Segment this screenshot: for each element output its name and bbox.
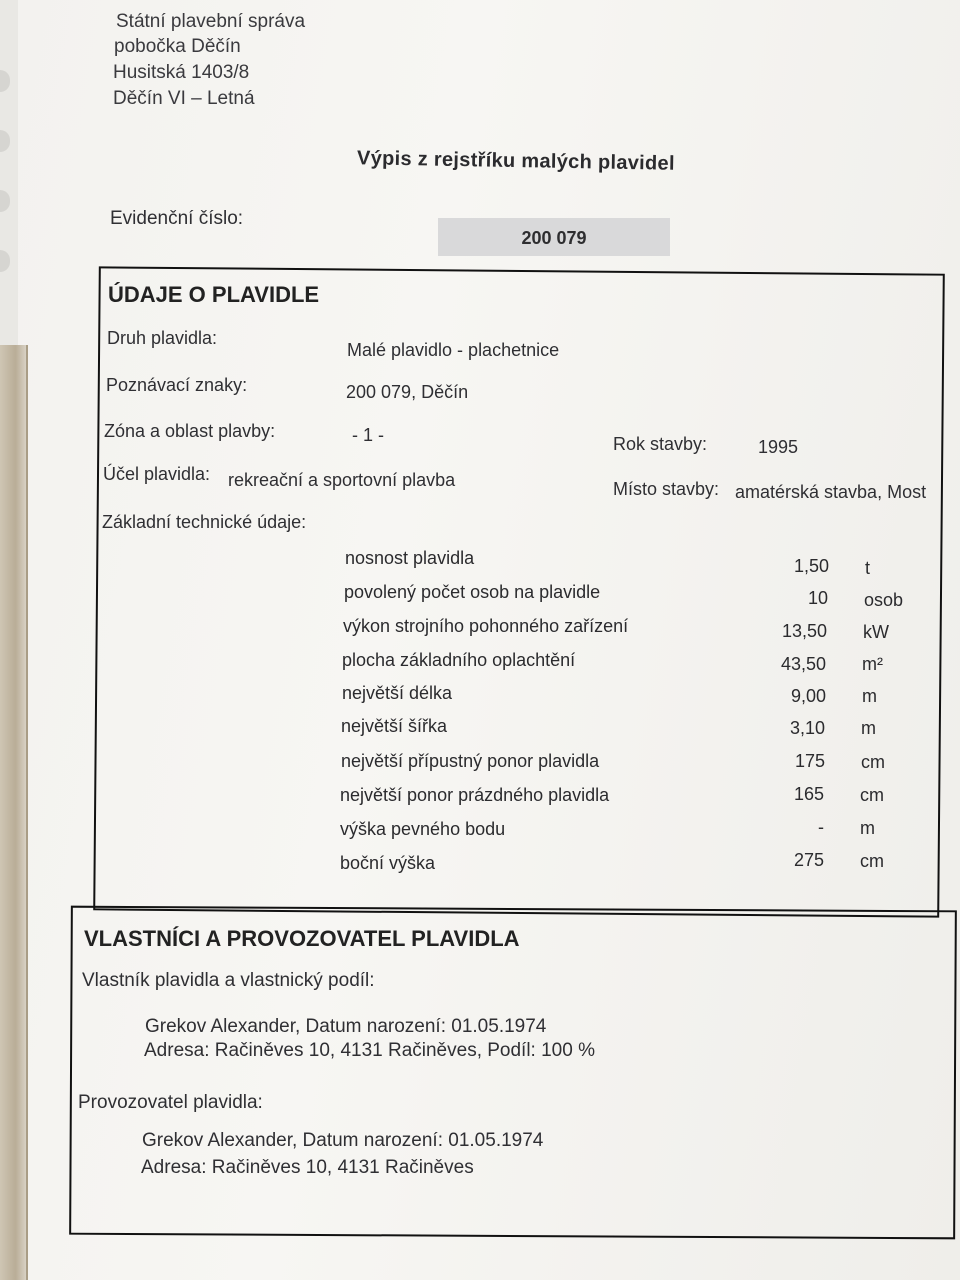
zone-label: Zóna a oblast plavby: xyxy=(104,421,276,441)
owner-line-1: Grekov Alexander, Datum narození: 01.05.1974 xyxy=(145,1016,547,1037)
tech-value: - xyxy=(818,817,824,837)
tech-param: největší šířka xyxy=(341,716,448,736)
binder-edge xyxy=(0,345,28,1280)
owner-section-title: VLASTNÍCI A PROVOZOVATEL PLAVIDLA xyxy=(84,926,520,951)
tech-param: největší délka xyxy=(342,683,453,703)
owner-data-frame xyxy=(69,906,957,1240)
vessel-marks-value: 200 079, Děčín xyxy=(346,382,469,402)
tech-row xyxy=(340,819,900,845)
tech-unit: m² xyxy=(862,654,883,674)
operator-line-2: Adresa: Račiněves 10, 4131 Račiněves xyxy=(141,1157,474,1178)
operator-label: Provozovatel plavidla: xyxy=(78,1092,263,1113)
tech-param: výška pevného bodu xyxy=(340,819,506,839)
vessel-type-label: Druh plavidla: xyxy=(107,328,218,348)
purpose-value: rekreační a sportovní plavba xyxy=(228,470,456,490)
tech-param: výkon strojního pohonného zařízení xyxy=(343,616,629,636)
tech-param: nosnost plavidla xyxy=(345,548,475,568)
tech-data-label: Základní technické údaje: xyxy=(102,512,307,532)
tech-value: 13,50 xyxy=(781,621,827,641)
tech-unit: cm xyxy=(861,752,885,772)
build-year-value: 1995 xyxy=(758,437,799,457)
tech-value: 43,50 xyxy=(780,654,826,674)
vessel-type-value: Malé plavidlo - plachetnice xyxy=(347,340,560,360)
tech-row xyxy=(341,751,901,777)
tech-row xyxy=(343,616,903,642)
sender-line-2: pobočka Děčín xyxy=(114,36,241,57)
vessel-section-title: ÚDAJE O PLAVIDLE xyxy=(108,282,320,307)
build-year-label: Rok stavby: xyxy=(613,434,708,454)
tech-row xyxy=(345,548,905,578)
tech-unit: m xyxy=(862,686,877,706)
tech-row xyxy=(344,582,904,608)
owner-line-2: Adresa: Račiněves 10, 4131 Račiněves, Podíl: 100 % xyxy=(144,1040,595,1061)
operator-line-1: Grekov Alexander, Datum narození: 01.05.1974 xyxy=(142,1130,544,1151)
tech-value: 165 xyxy=(793,784,824,804)
tech-param: největší přípustný ponor plavidla xyxy=(341,751,600,771)
tech-value: 1,50 xyxy=(793,556,829,576)
tech-unit: m xyxy=(861,718,876,738)
tech-unit: kW xyxy=(863,622,889,642)
evidence-label: Evidenční číslo: xyxy=(110,208,244,229)
purpose-label: Účel plavidla: xyxy=(103,464,211,484)
sender-line-4: Děčín VI – Letná xyxy=(113,88,255,109)
tech-row xyxy=(341,716,901,742)
document-title: Výpis z rejstříku malých plavidel xyxy=(356,147,675,175)
tech-param: největší ponor prázdného plavidla xyxy=(340,785,610,805)
tech-unit: m xyxy=(860,818,875,838)
build-place-label: Místo stavby: xyxy=(613,479,720,499)
punch-hole xyxy=(0,130,10,152)
punch-hole xyxy=(0,70,10,92)
tech-unit: t xyxy=(865,558,871,578)
sender-line-1: Státní plavební správa xyxy=(116,11,306,32)
zone-value: - 1 - xyxy=(352,425,385,445)
tech-unit: osob xyxy=(864,590,904,610)
tech-row xyxy=(342,650,902,676)
tech-param: plocha základního oplachtění xyxy=(342,650,576,670)
tech-param: povolený počet osob na plavidle xyxy=(344,582,601,602)
build-place-value: amatérská stavba, Most xyxy=(735,482,927,502)
tech-row xyxy=(342,683,902,709)
owner-label: Vlastník plavidla a vlastnický podíl: xyxy=(82,970,375,991)
tech-param: boční výška xyxy=(340,853,436,873)
tech-row xyxy=(340,850,900,879)
tech-value: 3,10 xyxy=(789,718,825,738)
sender-line-3: Husitská 1403/8 xyxy=(113,62,250,83)
tech-row xyxy=(340,785,900,811)
vessel-marks-label: Poznávací znaky: xyxy=(106,375,248,395)
tech-value: 10 xyxy=(807,588,828,608)
punch-hole xyxy=(0,250,10,272)
tech-value: 275 xyxy=(793,850,824,870)
tech-value: 175 xyxy=(794,751,825,771)
evidence-number: 200 079 xyxy=(438,218,670,256)
punch-hole xyxy=(0,190,10,212)
tech-unit: cm xyxy=(860,851,884,871)
tech-unit: cm xyxy=(860,785,884,805)
tech-value: 9,00 xyxy=(790,686,826,706)
